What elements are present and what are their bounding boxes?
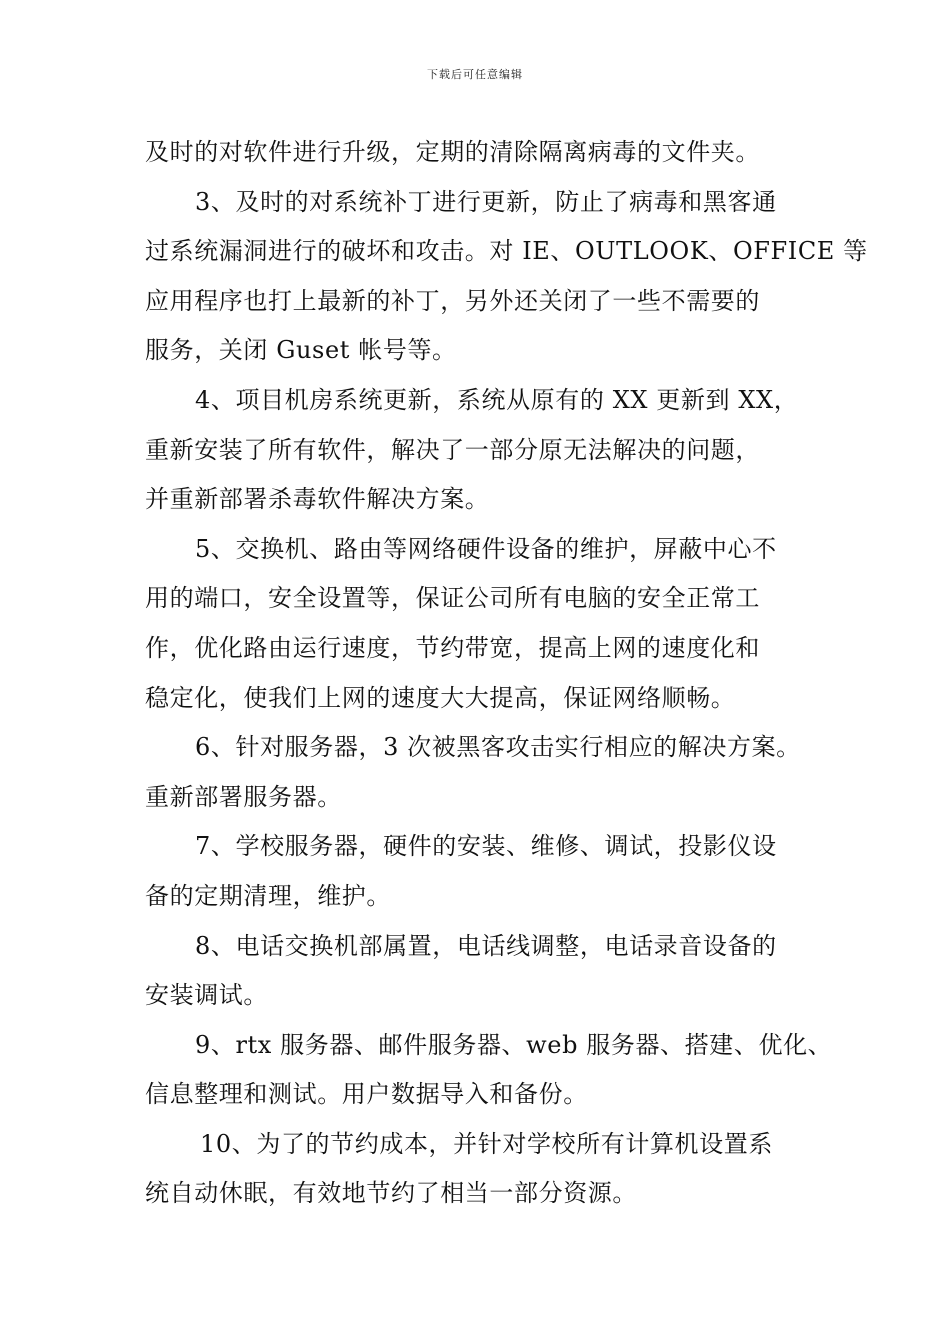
text-line-14: 重新部署服务器。	[145, 782, 342, 811]
text-line-22: 统自动休眠，有效地节约了相当一部分资源。	[145, 1179, 637, 1208]
text-line-9: 5、交换机、路由等网络硬件设备的维护，屏蔽中心不	[195, 534, 777, 563]
text-line-13: 6、针对服务器，3 次被黑客攻击实行相应的解决方案。	[195, 733, 801, 762]
text-line-1: 及时的对软件进行升级，定期的清除隔离病毒的文件夹。	[145, 138, 760, 166]
text-line-8: 并重新部署杀毒软件解决方案。	[145, 485, 490, 514]
text-line-3: 过系统漏洞进行的破坏和攻击。对 IE、OUTLOOK、OFFICE 等	[145, 237, 868, 266]
text-line-17: 8、电话交换机部属置，电话线调整，电话录音设备的	[195, 931, 777, 960]
text-line-15: 7、学校服务器，硬件的安装、维修、调试，投影仪设	[195, 832, 777, 861]
text-line-20: 信息整理和测试。用户数据导入和备份。	[145, 1080, 588, 1109]
page-header-note: 下载后可任意编辑	[427, 68, 523, 81]
text-line-12: 稳定化，使我们上网的速度大大提高，保证网络顺畅。	[145, 683, 736, 712]
text-line-16: 备的定期清理，维护。	[145, 881, 391, 910]
text-line-19: 9、rtx 服务器、邮件服务器、web 服务器、搭建、优化、	[195, 1030, 833, 1059]
text-line-18: 安装调试。	[145, 981, 268, 1010]
text-line-4: 应用程序也打上最新的补丁，另外还关闭了一些不需要的	[145, 286, 760, 315]
text-line-10: 用的端口，安全设置等，保证公司所有电脑的安全正常工	[145, 584, 760, 613]
text-line-5: 服务，关闭 Guset 帐号等。	[145, 336, 457, 365]
text-line-7: 重新安装了所有软件，解决了一部分原无法解决的问题，	[145, 435, 760, 464]
document-body	[145, 128, 868, 1219]
text-line-6: 4、项目机房系统更新，系统从原有的 XX 更新到 XX，	[195, 385, 799, 414]
text-line-21: 10、为了的节约成本，并针对学校所有计算机设置系	[200, 1129, 773, 1158]
text-line-2: 3、及时的对系统补丁进行更新，防止了病毒和黑客通	[195, 187, 777, 216]
text-line-11: 作，优化路由运行速度，节约带宽，提高上网的速度化和	[145, 633, 760, 662]
